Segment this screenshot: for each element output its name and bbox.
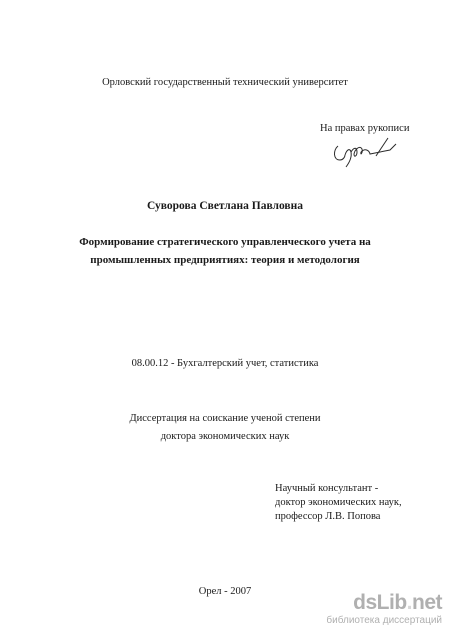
consultant-line-2: доктор экономических наук,: [275, 497, 402, 508]
degree-statement-line-2: доктора экономических наук: [160, 431, 290, 442]
consultant-line-3: профессор Л.В. Попова: [275, 511, 381, 522]
watermark: [326, 592, 442, 627]
signature-image: [330, 136, 400, 170]
city-year: Орел - 2007: [198, 586, 252, 597]
watermark-subtitle: библиотека диссертаций: [326, 615, 442, 626]
university-name: Орловский государственный технический университет: [102, 77, 348, 88]
watermark-logo: dsLib.net: [353, 591, 442, 614]
dissertation-title-line-1: Формирование стратегического управленческого учета на: [79, 236, 371, 248]
author-name: Суворова Светлана Павловна: [146, 200, 304, 212]
consultant-line-1: Научный консультант -: [275, 483, 379, 494]
dissertation-title-line-2: промышленных предприятиях: теория и методология: [90, 254, 360, 266]
specialty-code: 08.00.12 - Бухгалтерский учет, статистика: [131, 358, 319, 369]
manuscript-rights-note: На правах рукописи: [320, 123, 410, 134]
degree-statement-line-1: Диссертация на соискание ученой степени: [129, 413, 321, 424]
